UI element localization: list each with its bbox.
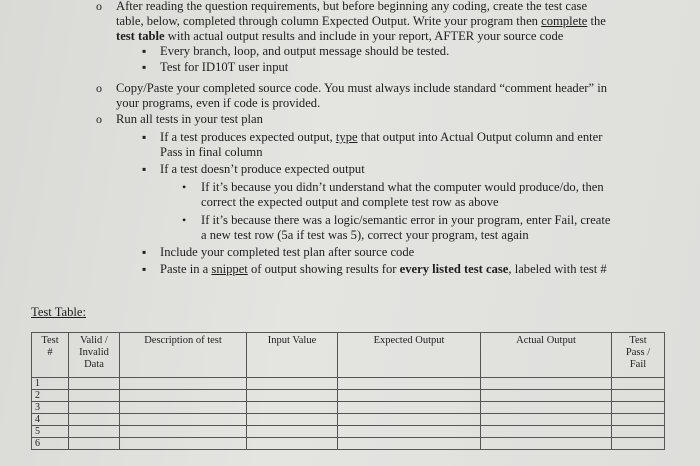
item3-sub-c: Include your completed test plan after source code [160, 245, 415, 259]
table-cell[interactable] [69, 390, 120, 402]
item1-sub1: Every branch, loop, and output message should be tested. [160, 44, 450, 58]
table-cell[interactable] [481, 414, 612, 426]
sub-d-prefix: Paste in a [160, 262, 212, 276]
table-cell[interactable] [481, 426, 612, 438]
square-bullet-icon: ▪ [142, 44, 147, 58]
item3-sub-d [160, 262, 607, 276]
item3-sub-a [160, 130, 602, 144]
row-number: 2 [32, 390, 69, 402]
header-input-value: Input Value [247, 333, 338, 378]
table-cell[interactable] [247, 378, 338, 390]
item3-sub-a-prefix: If a test produces expected output, [160, 130, 336, 144]
item1-sub2: Test for ID10T user input [160, 60, 289, 74]
table-row [32, 402, 665, 414]
header-pass-fail: Test Pass / Fail [612, 333, 665, 378]
sub-d-suffix: , labeled with test # [508, 262, 607, 276]
table-cell[interactable] [338, 414, 481, 426]
item3-sub-b: If a test doesn’t produce expected output [160, 162, 365, 176]
table-cell[interactable] [481, 438, 612, 450]
table-cell[interactable] [612, 378, 665, 390]
table-cell[interactable] [247, 414, 338, 426]
test-table-bold: test table [116, 29, 165, 43]
table-row [32, 438, 665, 450]
nested1-line1: If it’s because you didn’t understand what the computer would produce/do, then [201, 180, 604, 194]
table-cell[interactable] [338, 402, 481, 414]
square-bullet-icon: ▪ [142, 130, 147, 144]
header-description: Description of test [120, 333, 247, 378]
nested2-line1: If it’s because there was a logic/semantic error in your program, enter Fail, create [201, 213, 611, 227]
item1-line3 [116, 29, 563, 43]
item1-line1: After reading the question requirements, but before beginning any coding, create the test case [116, 0, 588, 13]
table-row [32, 390, 665, 402]
row-number: 5 [32, 426, 69, 438]
table-cell[interactable] [612, 414, 665, 426]
table-row [32, 378, 665, 390]
table-heading: Test Table: [31, 305, 87, 319]
item1-line3-rest: with actual output results and include in your report, AFTER your source code [164, 29, 564, 43]
hollow-bullet-icon: o [96, 112, 102, 126]
table-cell[interactable] [247, 402, 338, 414]
row-number: 1 [32, 378, 69, 390]
table-cell[interactable] [481, 378, 612, 390]
row-number: 4 [32, 414, 69, 426]
item1-complete-word: complete [541, 14, 588, 28]
table-cell[interactable] [69, 378, 120, 390]
table-row [32, 414, 665, 426]
table-row [32, 426, 665, 438]
table-cell[interactable] [69, 438, 120, 450]
sub-d-bold: every listed test case [399, 262, 509, 276]
nested2-line2: a new test row (5a if test was 5), correct your program, test again [201, 228, 529, 242]
table-cell[interactable] [612, 402, 665, 414]
item3-sub-a-suffix: that output into Actual Output column and enter [357, 130, 603, 144]
table-cell[interactable] [338, 378, 481, 390]
header-actual-output: Actual Output [481, 333, 612, 378]
round-bullet-icon: • [182, 180, 187, 194]
table-cell[interactable] [338, 438, 481, 450]
square-bullet-icon: ▪ [142, 60, 147, 74]
item2-line1: Copy/Paste your completed source code. You must always include standard “comment header” in [116, 81, 608, 95]
table-cell[interactable] [120, 414, 247, 426]
table-cell[interactable] [247, 426, 338, 438]
table-cell[interactable] [69, 426, 120, 438]
square-bullet-icon: ▪ [142, 262, 147, 276]
item2-line2: your programs, even if code is provided. [116, 96, 321, 110]
row-number: 6 [32, 438, 69, 450]
header-expected-output: Expected Output [338, 333, 481, 378]
item1-line2-text: table, below, completed through column Expected Output. Write your program then [116, 14, 542, 28]
table-cell[interactable] [120, 390, 247, 402]
hollow-bullet-icon: o [96, 0, 102, 13]
table-cell[interactable] [247, 438, 338, 450]
table-cell[interactable] [338, 426, 481, 438]
item1-line2: table, below, completed through column Expected Output. Write your program then complete the [116, 14, 606, 28]
item3-sub-a-line2: Pass in final column [160, 145, 263, 159]
hollow-bullet-icon: o [96, 81, 102, 95]
snippet-underlined: snippet [211, 262, 248, 276]
round-bullet-icon: • [182, 213, 187, 227]
header-test-number: Test # [32, 333, 69, 378]
nested1-line2: correct the expected output and complete test row as above [201, 195, 499, 209]
table-cell[interactable] [69, 414, 120, 426]
square-bullet-icon: ▪ [142, 245, 147, 259]
item3-line: Run all tests in your test plan [116, 112, 263, 126]
table-cell[interactable] [120, 402, 247, 414]
table-cell[interactable] [120, 438, 247, 450]
table-cell[interactable] [612, 438, 665, 450]
type-underlined: type [335, 130, 358, 144]
table-cell[interactable] [338, 390, 481, 402]
table-cell[interactable] [120, 378, 247, 390]
table-header-row [32, 333, 665, 378]
table-cell[interactable] [612, 390, 665, 402]
test-table [31, 332, 665, 450]
table-cell[interactable] [481, 390, 612, 402]
table-cell[interactable] [481, 402, 612, 414]
header-valid-invalid: Valid / Invalid Data [69, 333, 120, 378]
table-cell[interactable] [612, 426, 665, 438]
table-cell[interactable] [120, 426, 247, 438]
table-cell[interactable] [69, 402, 120, 414]
table-cell[interactable] [247, 390, 338, 402]
square-bullet-icon: ▪ [142, 162, 147, 176]
row-number: 3 [32, 402, 69, 414]
sub-d-middle: of output showing results for [247, 262, 400, 276]
